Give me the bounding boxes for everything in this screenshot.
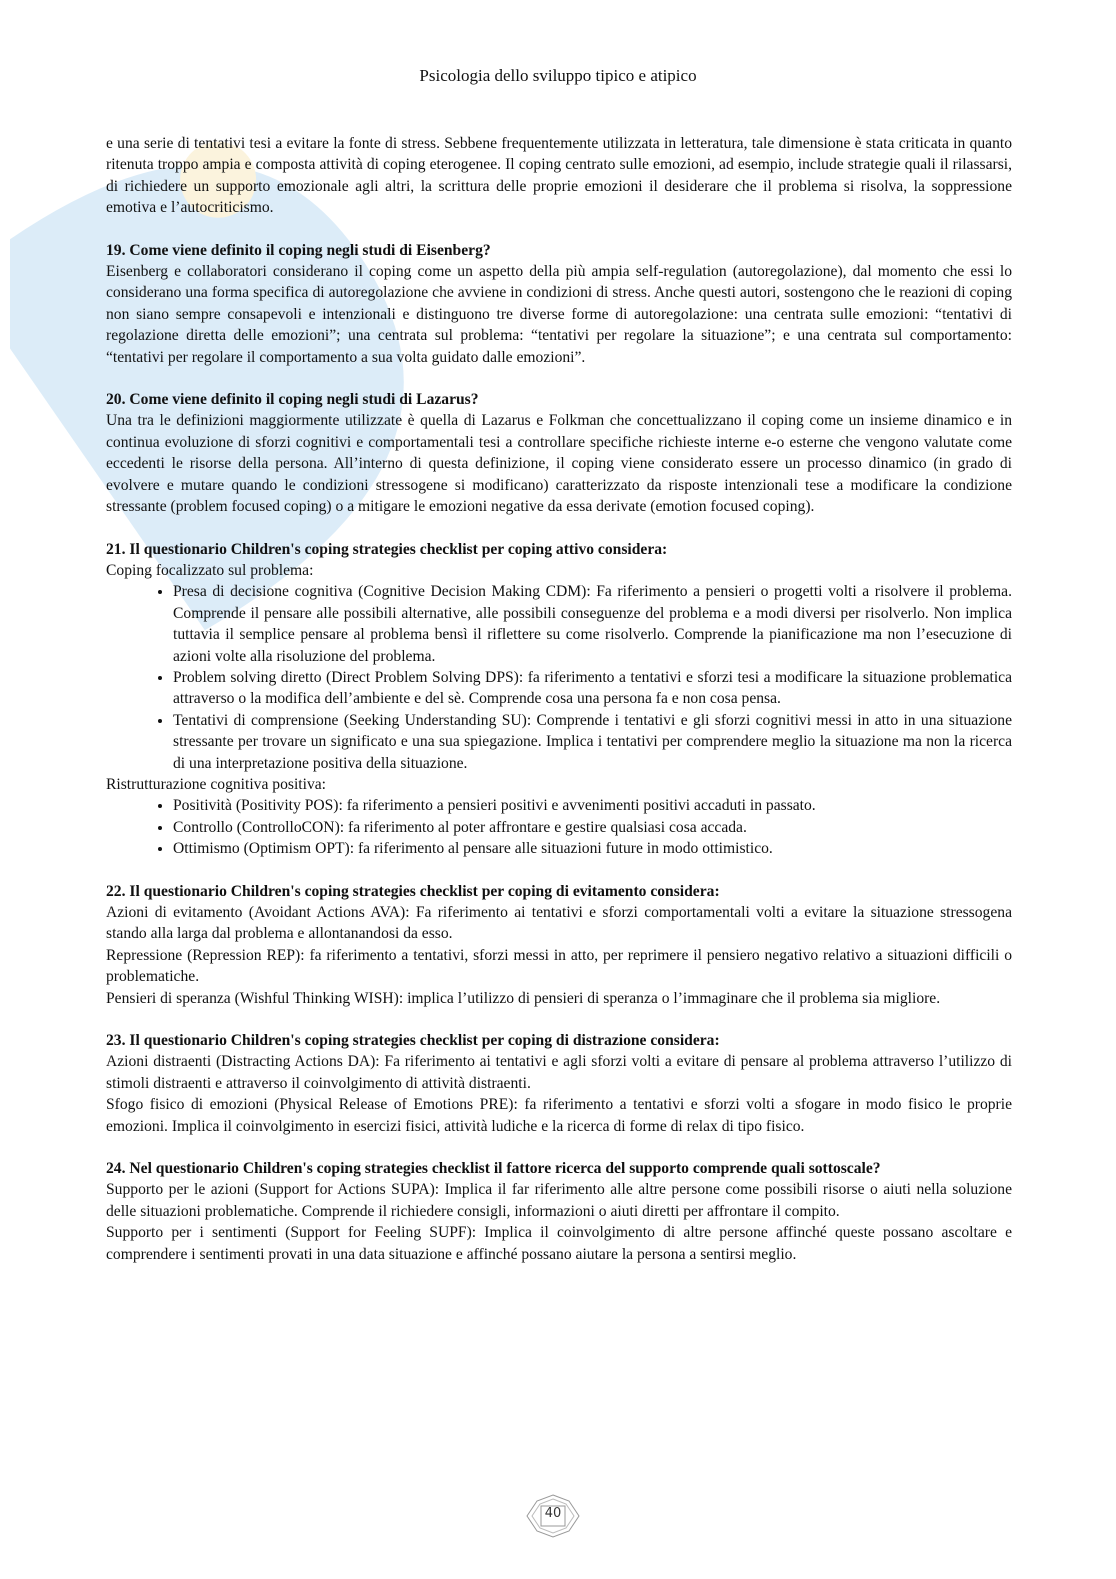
bullet-list <box>106 795 1012 859</box>
question-20-body: Una tra le definizioni maggiormente utilizzate è quella di Lazarus e Folkman che concettualizzano il coping come un insieme dinamico e in continua evoluzione di sforzi cognitivi e comportamentali tesi a controllare specifiche richieste interne e-o esterne che vengono valutate come eccedenti le risorse della persona. All’interno di questa definizione, il coping viene considerato essere un processo dinamico (in grado di evolvere e mutare quando le condizioni stressogene si modificano) caratterizzato da risposte intenzionali tese a modificare la condizione stressante (problem focused coping) o a mitigare le emozioni negative da essa derivate (emotion focused coping). <box>106 412 1012 516</box>
question-22-title: 22. Il questionario Children's coping strategies checklist per coping di evitamento considera: <box>106 882 720 900</box>
page-number-badge <box>523 1493 583 1539</box>
question-19-title: 19. Come viene definito il coping negli studi di Eisenberg? <box>106 241 491 259</box>
group-label: Coping focalizzato sul problema: <box>106 561 314 579</box>
paragraph: Azioni di evitamento (Avoidant Actions AVA): Fa riferimento ai tentativi e sforzi comportamentali volti a evitare la situazione stressogena stando alla larga dal problema e allontanandosi da esso. <box>106 904 1012 943</box>
page-number: 40 <box>544 1506 562 1521</box>
question-24-title: 24. Nel questionario Children's coping strategies checklist il fattore ricerca del supporto comprende quali sottoscale? <box>106 1160 881 1178</box>
group-label: Ristrutturazione cognitiva positiva: <box>106 775 327 793</box>
paragraph: Sfogo fisico di emozioni (Physical Release of Emotions PRE): fa riferimento a tentativi e sforzi volti a sfogare in modo fisico le proprie emozioni. Implica il coinvolgimento in esercizi fisici, attività ludiche e la ricerca di forme di relax di tipo fisico. <box>106 1096 1012 1135</box>
list-item: • Positività (Positivity POS): fa riferimento a pensieri positivi e avvenimenti positivi accaduti in passato. <box>173 795 1012 816</box>
question-23-title: 23. Il questionario Children's coping strategies checklist per coping di distrazione considera: <box>106 1032 720 1050</box>
question-21 <box>106 539 1012 860</box>
question-20 <box>106 389 1012 517</box>
intro-paragraph: e una serie di tentativi tesi a evitare la fonte di stress. Sebbene frequentemente utilizzata in letteratura, tale dimensione è stata criticata in quanto ritenuta troppo ampia e composta attività di coping eterogenee. Il coping centrato sulle emozioni, ad esempio, include strategie quali il rilassarsi, di richiedere un supporto emozionale agli altri, la scrittura delle proprie emozioni il desiderare che il problema si risolva, la soppressione emotiva e l’autocriticismo. <box>106 135 1012 217</box>
list-item: • Ottimismo (Optimism OPT): fa riferimento al pensare alle situazioni future in modo ottimistico. <box>173 838 1012 859</box>
paragraph: Supporto per i sentimenti (Support for Feeling SUPF): Implica il coinvolgimento di altre persone affinché queste possano ascoltare e comprendere i sentimenti provati in una data situazione e affinché possano aiutare la persona a sentirsi meglio. <box>106 1224 1012 1263</box>
list-item: • Presa di decisione cognitiva (Cognitive Decision Making CDM): Fa riferimento a pensieri o progetti volti a risolvere il problema. Comprende il pensare alle possibili alternative, alle possibili conseguenze del problema e a modi diversi per risolverlo. Non implica tuttavia il semplice pensare al problema bensì il riflettere su come risolverlo. Comprende la pianificazione ma non l’esecuzione di azioni volte alla risoluzione del problema. <box>173 581 1012 667</box>
paragraph: Azioni distraenti (Distracting Actions DA): Fa riferimento ai tentativi e agli sforzi volti a evitare di pensare al problema attraverso l’utilizzo di stimoli distraenti e attraverso il coinvolgimento di attività distraenti. <box>106 1053 1012 1092</box>
question-19 <box>106 240 1012 368</box>
list-item: • Tentativi di comprensione (Seeking Understanding SU): Comprende i tentativi e gli sforzi cognitivi messi in atto in una situazione stressante per trovare un significato e una sua spiegazione. Implica i tentativi per comprendere meglio la situazione ma non la ricerca di una interpretazione positiva della situazione. <box>173 710 1012 774</box>
paragraph: Repressione (Repression REP): fa riferimento a tentativi, sforzi messi in atto, per reprimere il pensiero negativo relativo a situazioni difficili o problematiche. <box>106 946 1012 986</box>
question-24 <box>106 1158 1012 1265</box>
list-item: • Problem solving diretto (Direct Problem Solving DPS): fa riferimento a tentativi e sforzi tesi a modificare la situazione problematica attraverso o la modifica dell’ambiente e del sè. Comprende cosa una persona fa e non cosa pensa. <box>173 667 1012 710</box>
paragraph: Pensieri di speranza (Wishful Thinking WISH): implica l’utilizzo di pensieri di speranza o l’immaginare che il problema sia migliore. <box>106 989 941 1007</box>
list-item: • Controllo (ControlloCON): fa riferimento al poter affrontare e gestire qualsiasi cosa accada. <box>173 817 1012 838</box>
page-content <box>106 133 1012 1265</box>
paragraph: Supporto per le azioni (Support for Actions SUPA): Implica il far riferimento alle altre persone come possibili risorse o aiuti nella soluzione delle situazioni problematiche. Comprende il richiedere consigli, informazioni o aiuti diretti per affrontare il compito. <box>106 1181 1012 1220</box>
page-header: Psicologia dello sviluppo tipico e atipico <box>419 66 697 85</box>
question-19-body: Eisenberg e collaboratori considerano il coping come un aspetto della più ampia self-regulation (autoregolazione), dal momento che essi lo considerano una forma specifica di autoregolazione che avviene in condizioni di stress. Anche questi autori, sostengono che le reazioni di coping non siano sempre consapevoli e intenzionali e distinguono tre diverse forme di autoregolazione: una centrata sulle emozioni: “tentativi di regolazione diretta delle emozioni”; una centrata sul problema: “tentativi per regolare la situazione”; e una centrata sul comportamento: “tentativi per regolare il comportamento a sua volta guidato dalle emozioni”. <box>106 263 1012 366</box>
bullet-list <box>106 581 1012 774</box>
question-22 <box>106 881 1012 1009</box>
question-20-title: 20. Come viene definito il coping negli studi di Lazarus? <box>106 391 479 409</box>
question-21-title: 21. Il questionario Children's coping strategies checklist per coping attivo considera: <box>106 540 668 558</box>
question-23 <box>106 1030 1012 1137</box>
